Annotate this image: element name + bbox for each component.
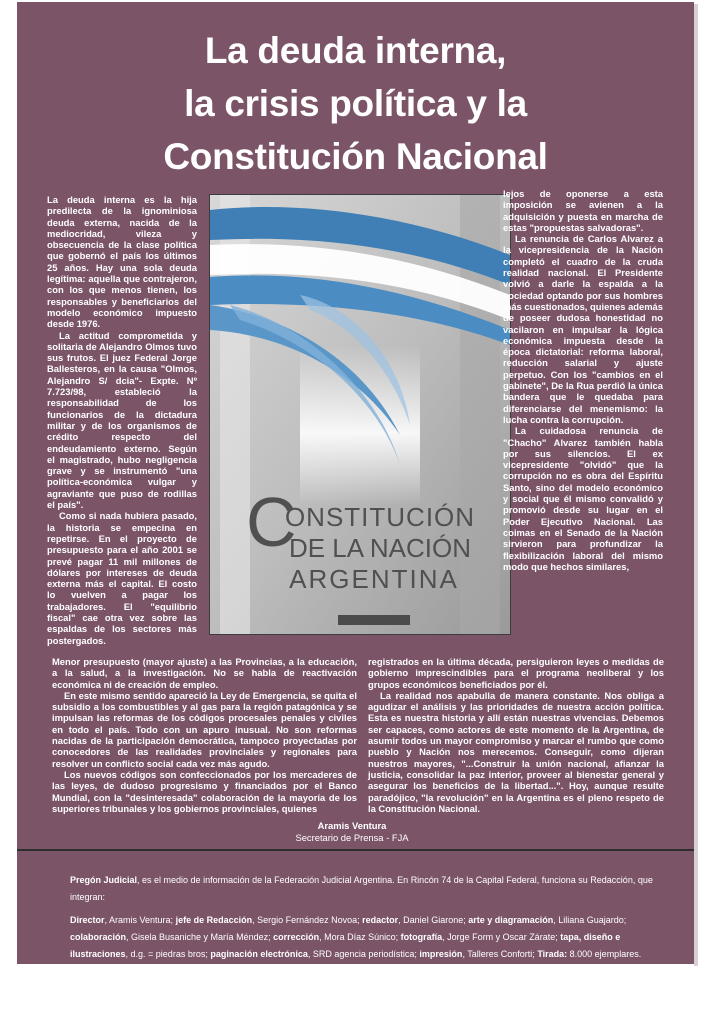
credit-name: , d.g. = piedras bros; [125,949,211,959]
page-title [17,24,694,183]
publication-credits [70,872,670,969]
article-column-left [47,194,197,646]
paragraph: Menor presupuesto (mayor ajuste) a las Provincias, a la educación, a la salud, a la investigación. No se habla de reactivación económica ni de creación de empleo. [52,656,357,690]
paragraph: En este mismo sentido apareció la Ley de Emergencia, se quita el subsidio a los combustibles y al gas para la región patagónica y se impulsan las reformas de los códigos procesales penales y civiles en todo el país. Todo con un apuro inusual. No son reformas nacidas de la participación democrática, tampoco proyectadas por conocedores de las realidades provinciales y regionales para resolver un conflicto social cada vez más agudo. [52,689,357,769]
title-line-3: Constitución Nacional [163,136,548,177]
paragraph: registrados en la última década, persiguieron leyes o medidas de gobierno imprescindibles para el programa neoliberal y los grupos económicos beneficiados por él. [368,656,664,690]
credit-role: redactor [362,915,399,925]
cover-initial-letter: C [246,483,297,561]
publication-name: Pregón Judicial [70,875,138,885]
cover-bottom-bar [338,615,410,625]
credit-role: impresión [419,949,463,959]
credits-list [70,912,670,963]
title-line-1: La deuda interna, [204,30,507,71]
credit-name: , SRD agencia periodística; [307,949,420,959]
article-column-bottom-left [52,656,357,814]
publication-description: , es el medio de información de la Federación Judicial Argentina. En Rincón 74 de la Capital Federal, funciona su Redacción, que integran: [70,875,653,902]
author-name: Aramis Ventura [317,820,387,831]
paragraph: La actitud comprometida y solitaria de Alejandro Olmos tuvo sus frutos. El juez Federal Jorge Ballesteros, en la causa "Olmos, Alejandro S/ dcia"- Expte. Nº 7.723/98, estableció la responsabilidad de los funcionarios de la dictadura militar y de los organismos de crédito respecto del endeudamiento externo. Según el magistrado, hubo negligencia grave y se instrumentó "una política-económica vulgar y agraviante que puso de rodillas el país". [47,329,197,511]
credit-role: colaboración [70,932,127,942]
credit-name: , Jorge Form y Oscar Zárate; [442,932,561,942]
credit-name: , Aramis Ventura; [104,915,176,925]
credit-name: , Talleres Conforti; [462,949,538,959]
credit-name: , Liliana Guajardo; [553,915,627,925]
credit-role: Tirada: [537,949,568,959]
paragraph: Como si nada hubiera pasado, la historia se empecina en repetirse. En el proyecto de presupuesto para el año 2001 se prevé pagar 11 mil millones de dólares por intereses de deuda externa más el capital. El costo lo vuelven a pagar los trabajadores. El "equilibrio fiscal" cae otra vez sobre las espaldas de los sectores más postergados. [47,510,197,646]
footer-divider [17,849,694,851]
author-role: Secretario de Prensa - FJA [295,832,409,843]
article-column-right [503,188,663,572]
paragraph: lejos de oponerse a esta imposición se avienen a la adquisición y puesta en marcha de estas "propuestas salvadoras". [503,188,663,233]
cover-title-line-2: DE LA NACIÓN [288,533,472,563]
credit-role: tapa, diseño e ilustraciones [70,932,621,959]
paragraph: La cuidadosa renuncia de "Chacho" Alvarez también habla por sus silencios. El ex vicepresidente "olvidó" que la corrupción no es obra del Espíritu Santo, sino del modelo económico y social que él mismo convalidó y promovió desde su lugar en el Poder Ejecutivo Nacional. Las coimas en el Senado de la Nación sirvieron para profundizar la flexibilización laboral del mismo modo que hechos similares, [503,425,663,572]
paragraph: Los nuevos códigos son confeccionados por los mercaderes de las leyes, de dudoso progresismo y financiados por el Banco Mundial, con la "desinteresada" colaboración de la mayoría de los superiores tribunales y los gobiernos provinciales, quienes [52,768,357,814]
credit-name: , Mora Díaz Súnico; [319,932,401,942]
cover-title-line-3: ARGENTINA [289,564,459,594]
credit-role: jefe de Redacción [175,915,253,925]
credit-name: , Gisela Busaniche y María Méndez; [126,932,274,942]
credit-role: fotografía [400,932,443,942]
credits-intro [70,872,670,906]
paragraph: La deuda interna es la hija predilecta de la ignominiosa deuda externa, nacida de la mediocridad, vileza y obsecuencia de la clase política que gobernó el país los últimos 25 años. Hay una sola deuda legítima: aquella que contrajeron, con los que menos tienen, los responsables y beneficiarios del modelo económico impuesto desde 1976. [47,194,197,330]
credit-role: corrección [273,932,320,942]
credit-name: , Daniel Giarone; [398,915,469,925]
credit-role: Director [70,915,105,925]
article-column-bottom-right [368,656,664,814]
page-edge-shadow [694,4,698,966]
paragraph: La renuncia de Carlos Alvarez a la vicepresidencia de la Nación completó el cuadro de la cruda realidad nacional. El Presidente volvió a darle la espalda a la sociedad optando por sus hombres más cuestionados, quienes además de poseer dudosa honestidad no vacilaron en impulsar la lógica económica impuesta desde la época dictatorial: reforma laboral, reducción salarial y ajuste perpetuo. Con los "cambios en el gabinete", De la Rua perdió la única bandera que le quedaba para diferenciarse del menemismo: la lucha contra la corrupción. [503,233,663,425]
title-line-2: la crisis política y la [184,83,527,124]
constitution-cover-image [209,194,511,635]
credit-name: , Sergio Fernández Novoa; [252,915,363,925]
credit-name: 8.000 ejemplares. [567,949,642,959]
paragraph: La realidad nos apabulla de manera constante. Nos obliga a agudizar el análisis y las prioridades de nuestra acción política. Esta es nuestra historia y allí están nuestras vivencias. Debemos ser capaces, como actores de este momento de la Argentina, de asumir todos un mayor compromiso y marcar el rumbo que como pueblo y Nación nos merecemos. Conseguir, como dijeran nuestros mayores, "...Construir la unión nacional, afianzar la justicia, consolidar la paz interior, proveer al bienestar general y asegurar los beneficios de la libertad...". Hoy, aunque resulte paradójico, "la revolución" en la Argentina es el pleno respeto de la Constitución Nacional. [368,689,664,814]
author-signature [252,820,452,844]
cover-title-line-1: ONSTITUCIÓN [284,502,476,532]
credit-role: paginación electrónica [210,949,308,959]
credit-role: arte y diagramación [468,915,554,925]
